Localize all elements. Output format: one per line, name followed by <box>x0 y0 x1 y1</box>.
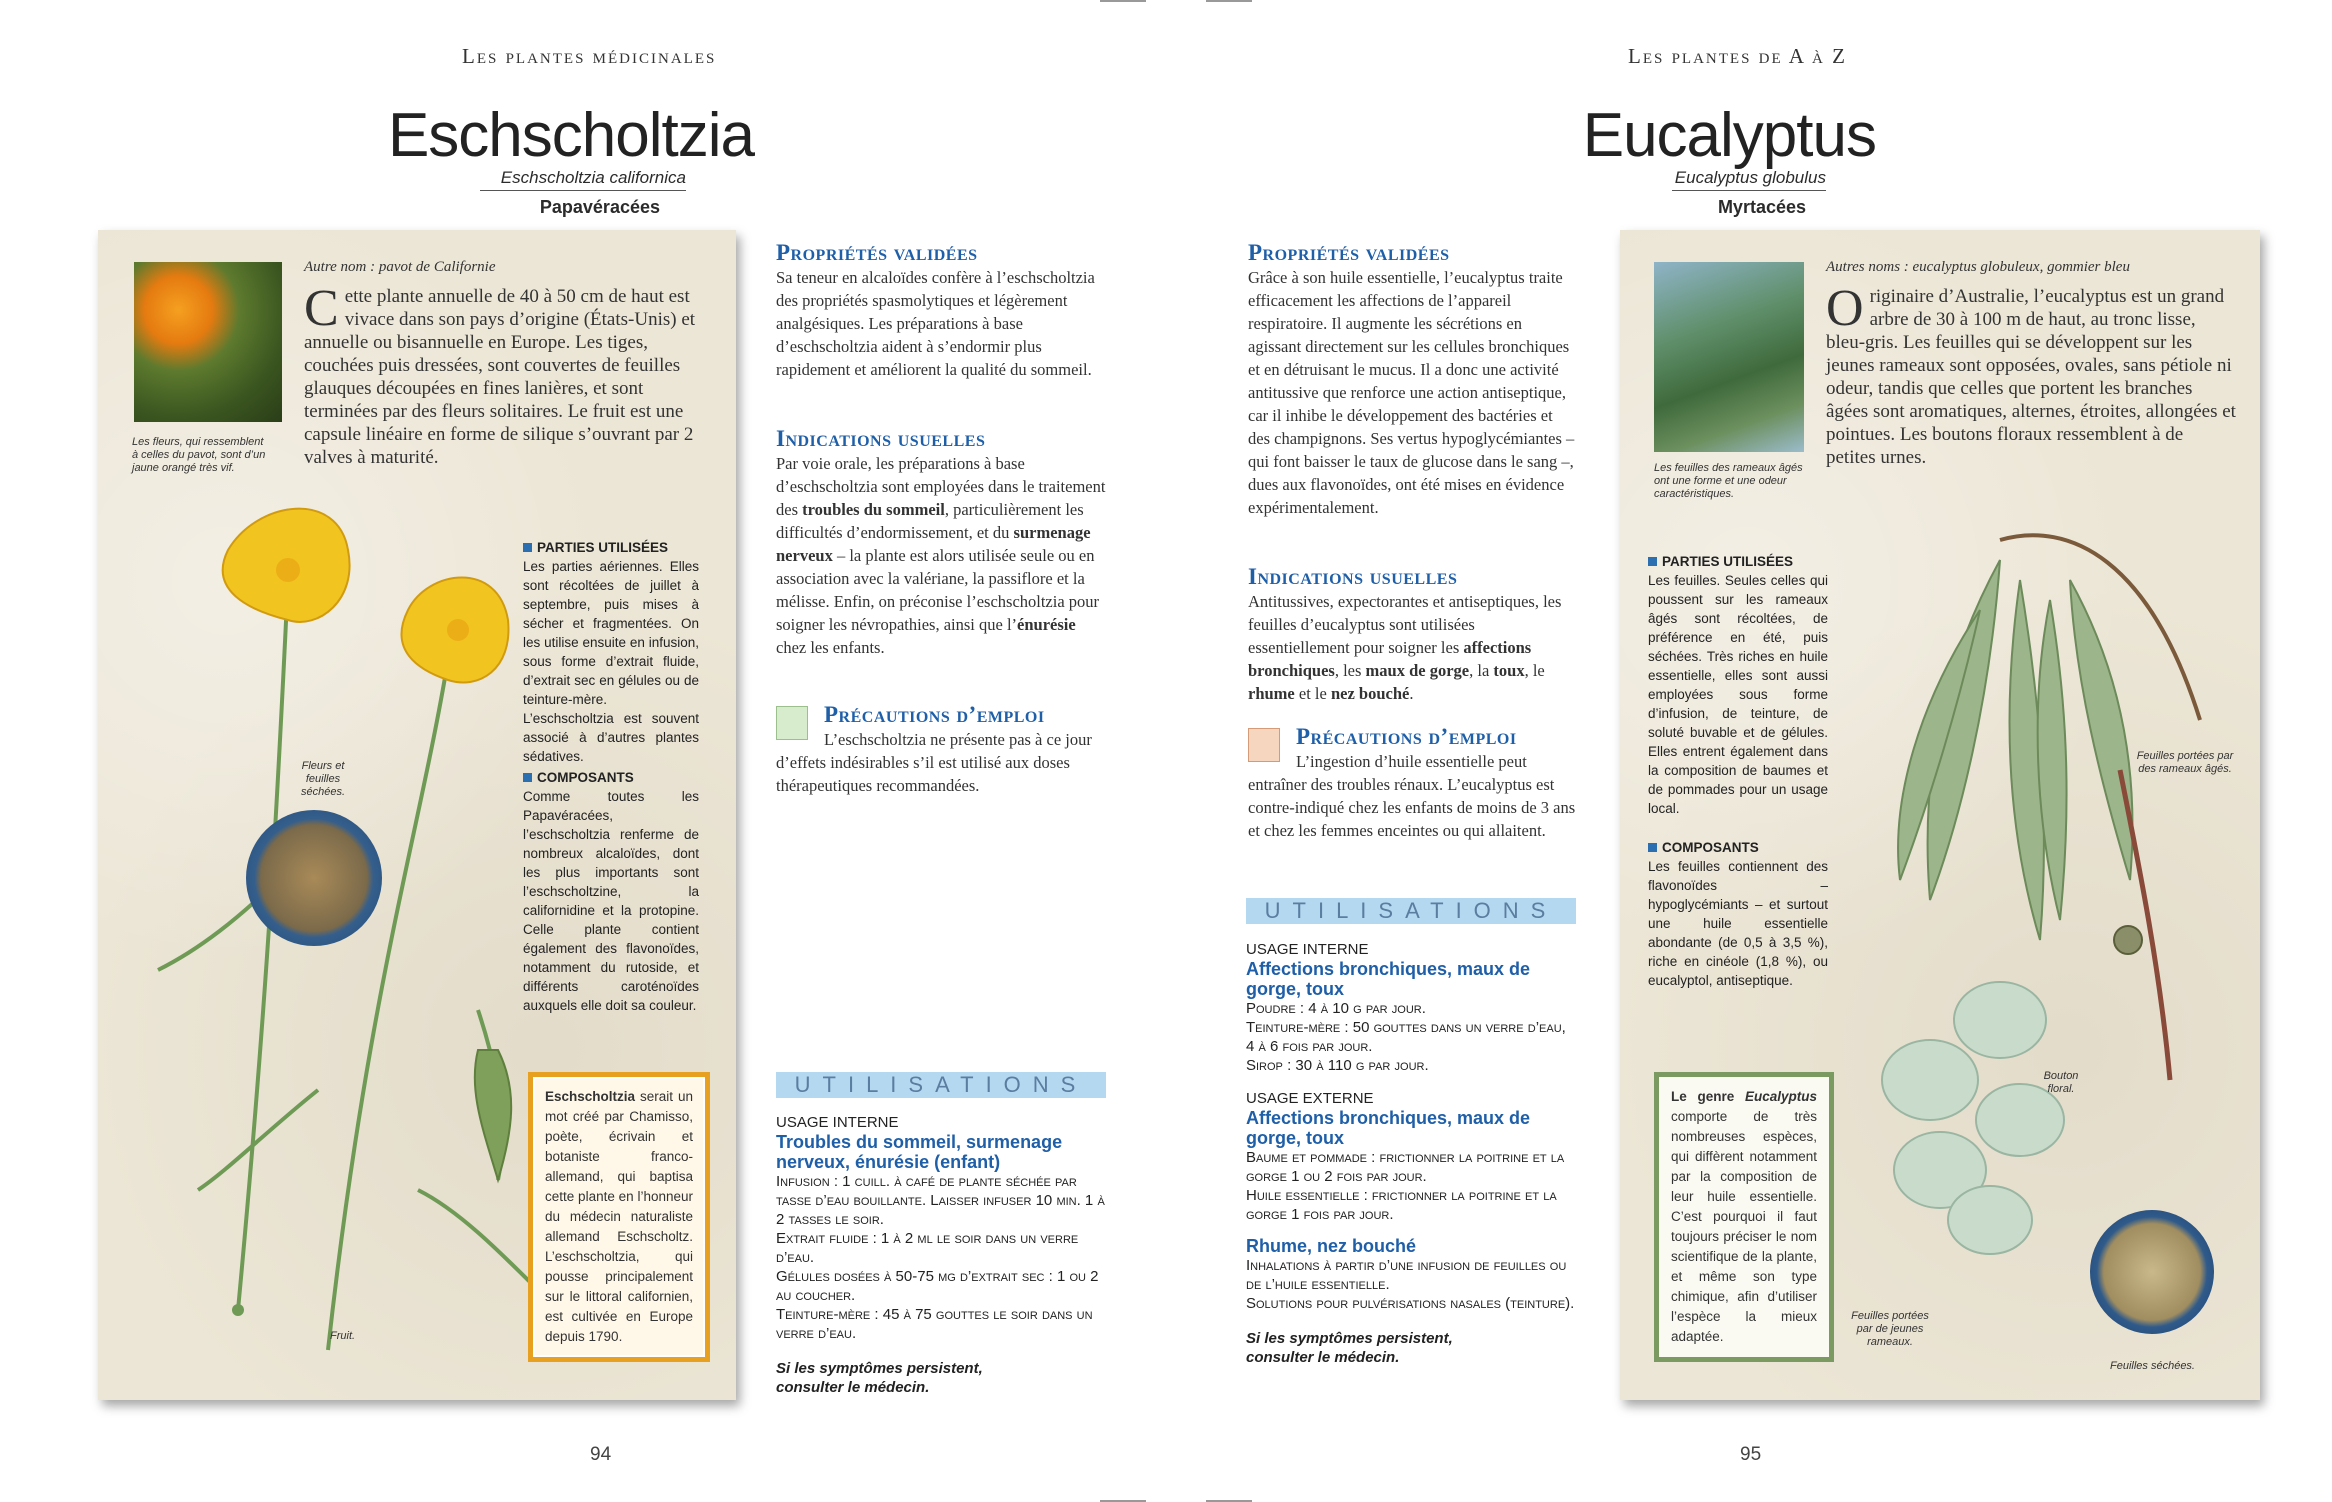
running-head: Les plantes de A à Z <box>1628 44 1847 68</box>
running-head: Les plantes médicinales <box>462 44 717 68</box>
composants-heading: COMPOSANTS <box>523 770 699 785</box>
dried-herbs-dish <box>246 810 382 946</box>
usage-line: Teinture-mère : 45 à 75 gouttes le soir dans un verre d’eau. <box>776 1306 1093 1342</box>
photo-caption: Les fleurs, qui ressemblent à celles du pavot, sont d’un jaune orangé très vif. <box>132 436 266 474</box>
parties-section <box>523 540 699 766</box>
usage-line: Solutions pour pulvérisations nasales (teinture). <box>1246 1295 1575 1312</box>
precautions-text: L’ingestion d’huile essentielle peut entraîner des troubles rénaux. L’eucalyptus est contre-indiqué chez les enfants de moins de 3 ans et chez les femmes enceintes ou qui allaitent. <box>1248 752 1576 840</box>
composants-heading: COMPOSANTS <box>1648 840 1828 855</box>
plant-family: Papavéracées <box>539 197 660 217</box>
etymology-box <box>528 1072 710 1362</box>
illustration-panel <box>1620 230 2260 1400</box>
dried-leaves-dish <box>2090 1210 2214 1334</box>
latin-name: Eschscholtzia californica <box>480 168 686 191</box>
composants-section <box>523 770 699 1015</box>
young-leaves-caption: Feuilles portées par de jeunes rameaux. <box>1851 1310 1929 1348</box>
properties-section <box>1248 240 1578 519</box>
drop-cap: O <box>1826 280 1864 337</box>
intro-text: ette plante annuelle de 40 à 50 cm de haut est vivace dans son pays d’origine (États-Unis) et annuelle ou bisannuelle en Europe. Les tiges, couchées puis dressées, sont couvertes de feuilles glauques découpées en fines lanières, et sont terminées par des fleurs solitaires. Le fruit est une capsule linéaire en forme de silique s’ouvrant par 2 valves à maturité. <box>304 286 696 468</box>
usage-line: Baume et pommade : frictionner la poitrine et la gorge 1 ou 2 fois par jour. <box>1246 1149 1565 1185</box>
photo-caption: Les feuilles des rameaux âgés ont une forme et une odeur caractéristiques. <box>1654 462 1803 500</box>
young-leaf <box>1882 1040 1978 1120</box>
properties-section <box>776 240 1106 381</box>
composants-section <box>1648 840 1828 990</box>
precautions-section <box>776 702 1106 797</box>
warning-note: Si les symptômes persistent, consulter le médecin. <box>776 1360 983 1396</box>
usage-line: Teinture-mère : 50 gouttes dans un verre d’eau, 4 à 6 fois par jour. <box>1246 1019 1566 1055</box>
dried-caption: Feuilles séchées. <box>2110 1360 2195 1372</box>
fruit-caption: Fruit. <box>330 1330 356 1342</box>
plant-family: Myrtacées <box>1717 197 1806 217</box>
bullet-square-icon <box>1648 843 1657 852</box>
utilisations-band: UTILISATIONS <box>1246 898 1576 924</box>
drop-cap: C <box>304 280 339 337</box>
parties-heading: PARTIES UTILISÉES <box>523 540 699 555</box>
usage-line: Infusion : 1 cuill. à café de plante séchée par tasse d’eau bouillante. Laisser infuser 10 min. 1 à 2 tasses le soir. <box>776 1173 1105 1228</box>
usage-label: USAGE INTERNE <box>1246 941 1369 958</box>
usage-line: Huile essentielle : frictionner la poitrine et la gorge 1 fois par jour. <box>1246 1187 1557 1223</box>
other-name: Autres noms : eucalyptus globuleux, gommier bleu <box>1826 259 2130 275</box>
illustration-panel <box>98 230 736 1400</box>
other-name: Autre nom : pavot de Californie <box>304 259 496 275</box>
bullet-square-icon <box>1648 557 1657 566</box>
indications-text: Par voie orale, les préparations à base d’eschscholtzia sont employées dans le traitement des troubles du sommeil, particulièrement les difficultés d’endormissement, et du surmenage nerveux – la plante est alors utilisée seule ou en association avec la valériane, la passiflore et la mélisse. Enfin, on préconise l’eschscholtzia pour soigner les névropathies, ainsi que l’énurésie chez les enfants. <box>776 454 1106 657</box>
indications-section <box>1248 564 1578 705</box>
usage-block <box>1246 940 1576 1367</box>
properties-text: Grâce à son huile essentielle, l’eucalyptus traite efficacement les affections de l’appareil respiratoire. Il augmente les sécrétions en agissant directement sur les cellules bronchiques et en détruisant le mucus. Il a donc une activité antitussive que renforce une action antiseptique, car il inhibe le développement des bactéries et des champignons. Ses vertus hypoglycémiantes – qui font baisser le taux de glucose dans le sang –, dues aux flavonoïdes, ont été mises en évidence expérimentalement. <box>1248 268 1575 517</box>
composants-text: Les feuilles contiennent des flavonoïdes – hypoglycémiants – et surtout une huile essentielle abondante (de 0,5 à 3,5 %), riche en cinéole (1,8 %), ou eucalyptol, antiseptique. <box>1648 859 1828 988</box>
bullet-square-icon <box>523 543 532 552</box>
bud-caption: Bouton floral. <box>2043 1070 2079 1095</box>
intro-block <box>304 256 708 469</box>
usage-title: Rhume, nez bouché <box>1246 1236 1417 1256</box>
parties-text: Les feuilles. Seules celles qui poussent sur les rameaux âgés sont récoltées, de préférence en été, puis séchées. Très riches en huile essentielle, elles sont aussi employées sous forme d’infusion, de teinture, de soluté buvable et de gélules. Elles entrent également dans la composition de baumes et de pommades pour un usage local. <box>1648 573 1828 816</box>
etymology-text: Eschscholtzia serait un mot créé par Chamisso, poète, écrivain et botaniste franco-allemand, qui baptisa cette plante en l’honneur du médecin naturaliste allemand Eschscholtz. L’eschscholtzia, qui pousse principalement sur le littoral californien, est cultivée en Europe depuis 1790. <box>545 1089 693 1344</box>
latin-name: Eucalyptus globulus <box>1672 168 1826 191</box>
usage-title: Affections bronchiques, maux de gorge, toux <box>1246 1108 1531 1148</box>
properties-text: Sa teneur en alcaloïdes confère à l’eschscholtzia des propriétés spasmolytiques et légèrement analgésiques. Les préparations à base d’eschscholtzia aident à s’endormir plus rapidement et améliorent la qualité du sommeil. <box>776 268 1095 379</box>
eucalyptus-photo <box>1654 262 1804 452</box>
page-number: 94 <box>590 1444 612 1465</box>
young-leaf <box>1954 982 2046 1058</box>
young-leaf <box>1948 1186 2032 1254</box>
dried-caption: Fleurs et feuilles séchées. <box>300 760 346 798</box>
indications-heading: Indications usuelles <box>776 426 986 451</box>
usage-block <box>776 1113 1112 1397</box>
page-number: 95 <box>1740 1444 1762 1465</box>
indications-text: Antitussives, expectorantes et antiseptiques, les feuilles d’eucalyptus sont utilisées essentiellement pour soigner les affections bronchiques, les maux de gorge, la toux, le rhume et le nez bouché. <box>1248 592 1562 703</box>
precautions-section <box>1248 724 1578 842</box>
composants-text: Comme toutes les Papavéracées, l’eschscholtzia renferme de nombreux alcaloïdes, dont les plus importants sont l’eschscholtzine, la californidine et la protopine. Celle plante contient également des flavonoïdes, notamment du rutoside, et différents caroténoïdes auxquels elle doit sa couleur. <box>523 789 699 1013</box>
indications-section <box>776 426 1106 659</box>
bullet-square-icon <box>523 773 532 782</box>
precaution-icon <box>1248 728 1280 762</box>
eucalyptus-illustration <box>1820 520 2240 1280</box>
fruit-bud <box>475 1050 511 1180</box>
usage-line: Sirop : 30 à 110 g par jour. <box>1246 1057 1429 1074</box>
genus-text: Le genre Eucalyptus comporte de très nombreuses espèces, qui diffèrent notamment par la composition de leur huile essentielle. C’est pourquoi il faut toujours préciser le nom scientifique de la plante, et même son type chimique, afin d’utiliser l’espèce la mieux adaptée. <box>1671 1089 1817 1344</box>
usage-label: USAGE EXTERNE <box>1246 1090 1374 1107</box>
utilisations-band: UTILISATIONS <box>776 1072 1106 1098</box>
crop-mark <box>1100 0 1146 2</box>
parties-heading: PARTIES UTILISÉES <box>1648 554 1828 569</box>
genus-box <box>1654 1072 1834 1362</box>
precautions-text: L’eschscholtzia ne présente pas à ce jour d’effets indésirables s’il est utilisé aux doses thérapeutiques recommandées. <box>776 730 1092 795</box>
parties-section <box>1648 554 1828 818</box>
precautions-heading: Précautions d’emploi <box>824 702 1045 727</box>
usage-line: Extrait fluide : 1 à 2 ml le soir dans un verre d’eau. <box>776 1230 1079 1266</box>
usage-label: USAGE INTERNE <box>776 1114 899 1131</box>
usage-line: Poudre : 4 à 10 g par jour. <box>1246 1000 1426 1017</box>
old-leaves-caption: Feuilles portées par des rameaux âgés. <box>2136 750 2234 775</box>
precautions-heading: Précautions d’emploi <box>1296 724 1517 749</box>
poppy-photo <box>134 262 282 422</box>
properties-heading: Propriétés validées <box>776 240 978 265</box>
usage-title: Troubles du sommeil, surmenage nerveux, énurésie (enfant) <box>776 1132 1063 1172</box>
crop-mark <box>1206 0 1252 2</box>
warning-note: Si les symptômes persistent, consulter le médecin. <box>1246 1330 1453 1366</box>
usage-line: Inhalations à partir d’une infusion de feuilles ou de l’huile essentielle. <box>1246 1257 1567 1293</box>
usage-line: Gélules dosées à 50-75 mg d’extrait sec : 1 ou 2 au coucher. <box>776 1268 1099 1304</box>
indications-heading: Indications usuelles <box>1248 564 1458 589</box>
properties-heading: Propriétés validées <box>1248 240 1450 265</box>
page-title: Eucalyptus <box>1582 101 1876 170</box>
page-title: Eschscholtzia <box>387 101 754 170</box>
leaf <box>2070 580 2133 880</box>
precaution-icon <box>776 706 808 740</box>
usage-title: Affections bronchiques, maux de gorge, toux <box>1246 959 1531 999</box>
intro-block <box>1826 256 2236 469</box>
flower-bud <box>2114 926 2142 954</box>
parties-text: Les parties aériennes. Elles sont récoltées de juillet à septembre, puis mises à sécher et fragmentées. On les utilise ensuite en infusion, sous forme d’extrait fluide, d’extrait sec en gélules ou de teinture-mère. L’eschscholtzia est souvent associé à d’autres plantes sédatives. <box>523 559 699 764</box>
intro-text: riginaire d’Australie, l’eucalyptus est un grand arbre de 30 à 100 m de haut, au tronc lisse, bleu-gris. Les feuilles qui se développent sur les jeunes rameaux sont opposées, ovales, sans pétiole ni odeur, tandis que celles que portent les branches âgées sont aromatiques, alternes, étroites, allongées et pointues. Les boutons floraux ressemblent à de petites urnes. <box>1826 286 2236 468</box>
